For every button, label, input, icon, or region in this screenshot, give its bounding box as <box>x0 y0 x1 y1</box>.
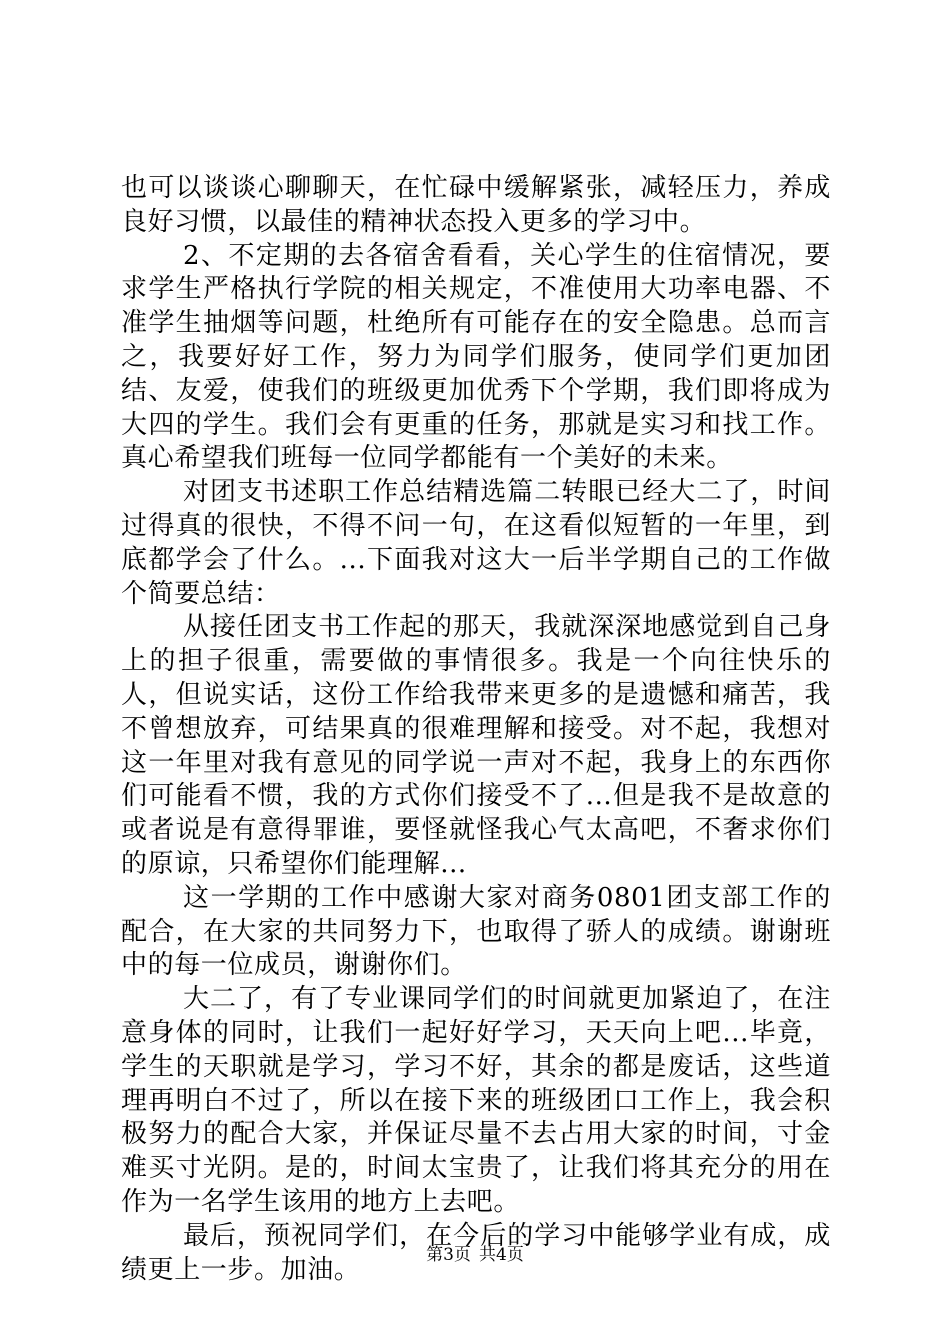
page-number-total: 共4页 <box>479 1245 524 1265</box>
paragraph-article-two-intro: 对团支书述职工作总结精选篇二转眼已经大二了，时间过得真的很快，不得不问一句，在这看似短暂的一年里，到底都学会了什么。...下面我对这大一后半学期自己的工作做个简要总结： <box>121 477 831 609</box>
page-footer <box>0 1245 950 1265</box>
paragraph-thanks: 这一学期的工作中感谢大家对商务0801团支部工作的配合，在大家的共同努力下，也取得了骄人的成绩。谢谢班中的每一位成员，谢谢你们。 <box>121 882 831 981</box>
paragraph-continuation: 也可以谈谈心聊聊天，在忙碌中缓解紧张，减轻压力，养成良好习惯，以最佳的精神状态投入更多的学习中。 <box>121 173 831 237</box>
paragraph-closing: 最后，预祝同学们，在今后的学习中能够学业有成，成绩更上一步。加油。 <box>121 1220 831 1285</box>
paragraph-sophomore-year: 大二了，有了专业课同学们的时间就更加紧迫了，在注意身体的同时，让我们一起好好学习，天天向上吧...毕竟，学生的天职就是学习，学习不好，其余的都是废话，这些道理再明白不过了，所以在接下来的班级团口工作上，我会积极努力的配合大家，并保证尽量不去占用大家的时间，寸金难买寸光阴。是的，时间太宝贵了，让我们将其充分的用在作为一名学生该用的地方上去吧。 <box>121 984 831 1217</box>
page-number-current: 第3页 <box>426 1245 471 1265</box>
paragraph-dorm-inspection: 2、不定期的去各宿舍看看，关心学生的住宿情况，要求学生严格执行学院的相关规定，不准使用大功率电器、不准学生抽烟等问题，杜绝所有可能存在的安全隐患。总而言之，我要好好工作，努力为同学们服务，使同学们更加团结、友爱，使我们的班级更加优秀下个学期，我们即将成为大四的学生。我们会有更重的任务，那就是实习和找工作。真心希望我们班每一位同学都能有一个美好的未来。 <box>121 240 831 474</box>
document-body <box>121 172 831 1287</box>
paragraph-reflection: 从接任团支书工作起的那天，我就深深地感觉到自己身上的担子很重，需要做的事情很多。我是一个向往快乐的人，但说实话，这份工作给我带来更多的是遗憾和痛苦，我不曾想放弃，可结果真的很难理解和接受。对不起，我想对这一年里对我有意见的同学说一声对不起，我身上的东西你们可能看不惯，我的方式你们接受不了...但是我不是故意的或者说是有意得罪谁，要怪就怪我心气太高吧，不奢求你们的原谅，只希望你们能理解... <box>121 612 831 879</box>
